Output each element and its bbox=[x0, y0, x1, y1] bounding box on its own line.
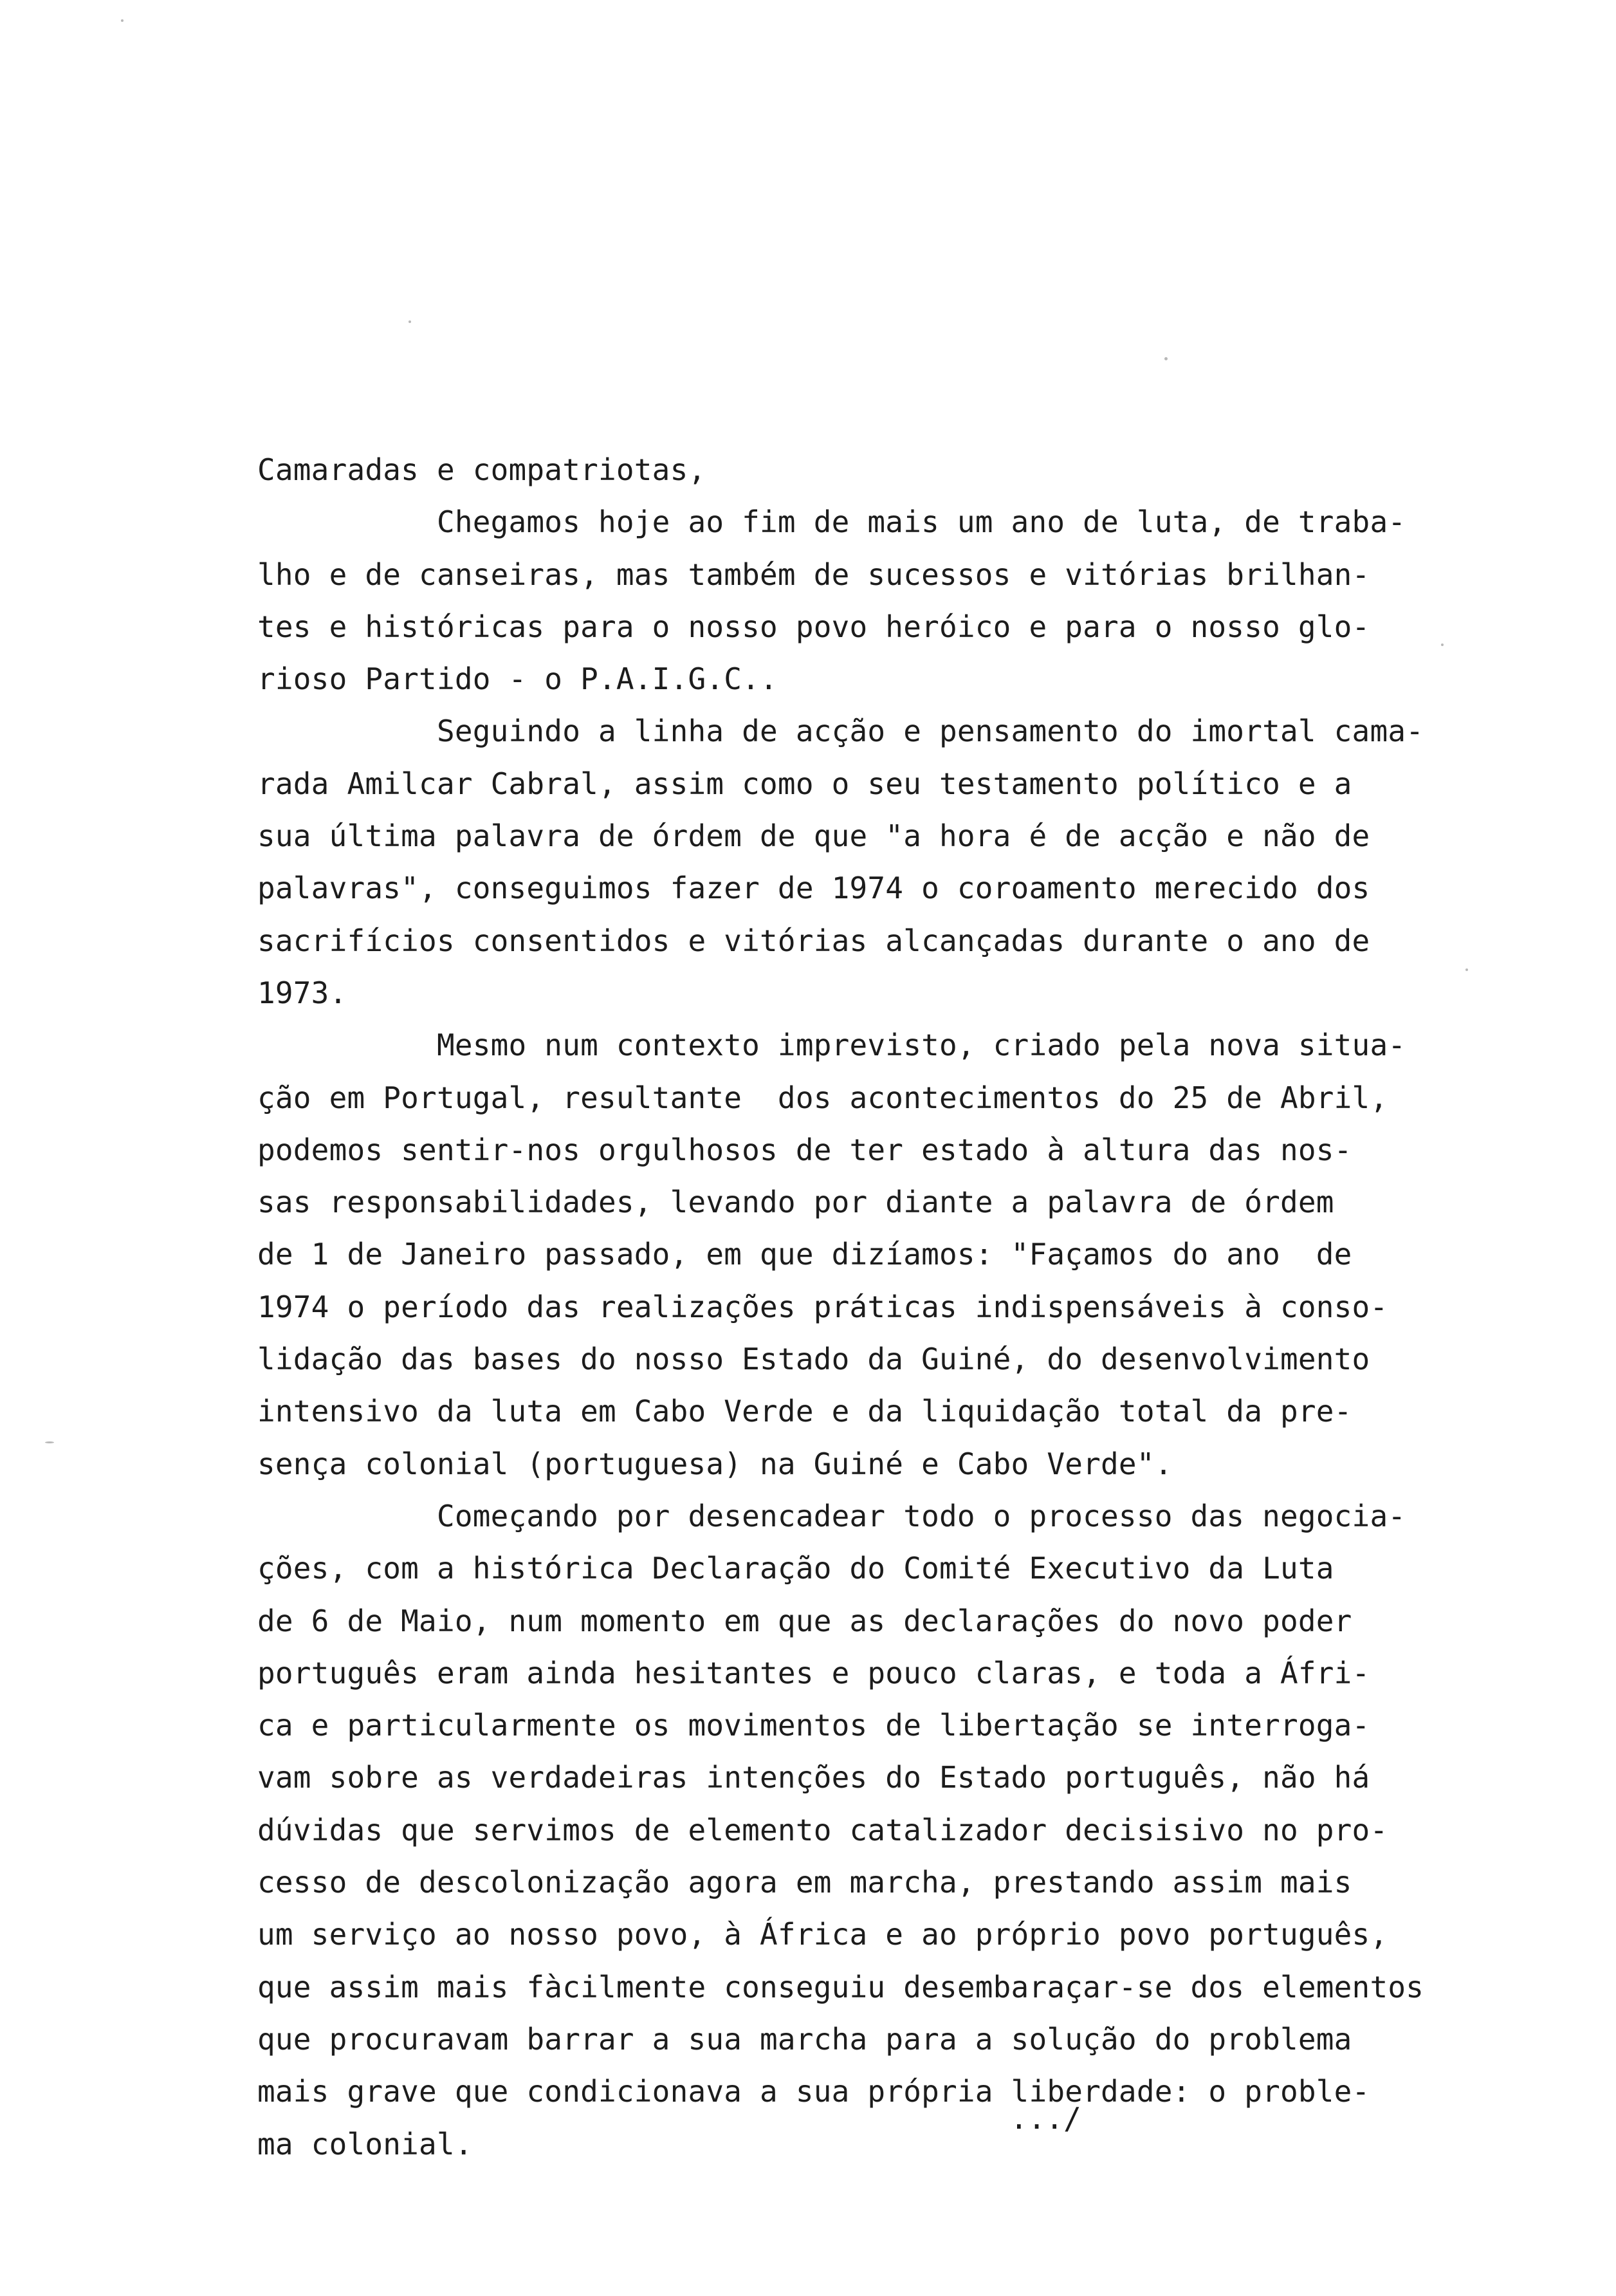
body-line: ma colonial. bbox=[257, 2126, 473, 2162]
body-line: vam sobre as verdadeiras intenções do Estado português, não há bbox=[257, 1760, 1370, 1795]
paper-speck bbox=[121, 19, 124, 22]
paper-speck bbox=[409, 320, 411, 323]
body-line: Chegamos hoje ao fim de mais um ano de luta, de traba- bbox=[257, 505, 1406, 540]
continuation-mark: .../ bbox=[1010, 2101, 1081, 2136]
body-line: Começando por desencadear todo o processo das negocia- bbox=[257, 1498, 1406, 1533]
body-line: mais grave que condicionava a sua própria liberdade: o proble- bbox=[257, 2074, 1370, 2109]
body-line: de 1 de Janeiro passado, em que dizíamos: "Façamos do ano de bbox=[257, 1237, 1352, 1272]
paper-speck bbox=[45, 1441, 54, 1443]
body-line: podemos sentir-nos orgulhosos de ter estado à altura das nos- bbox=[257, 1132, 1352, 1167]
body-line: cesso de descolonização agora em marcha, prestando assim mais bbox=[257, 1865, 1352, 1900]
body-line: tes e históricas para o nosso povo heróico e para o nosso glo- bbox=[257, 609, 1370, 644]
body-line: ca e particularmente os movimentos de libertação se interroga- bbox=[257, 1708, 1370, 1743]
body-line: Camaradas e compatriotas, bbox=[257, 452, 706, 487]
body-line: que assim mais fàcilmente conseguiu desembaraçar-se dos elementos bbox=[257, 1969, 1424, 2004]
body-line: rada Amilcar Cabral, assim como o seu testamento político e a bbox=[257, 766, 1352, 801]
body-line: português eram ainda hesitantes e pouco claras, e toda a Áfri- bbox=[257, 1655, 1370, 1690]
body-line: dúvidas que servimos de elemento catalizador decisisivo no pro- bbox=[257, 1812, 1388, 1847]
body-line: sas responsabilidades, levando por diante a palavra de órdem bbox=[257, 1185, 1334, 1220]
body-line: ção em Portugal, resultante dos acontecimentos do 25 de Abril, bbox=[257, 1080, 1388, 1115]
body-line: intensivo da luta em Cabo Verde e da liquidação total da pre- bbox=[257, 1394, 1352, 1429]
body-line: ções, com a histórica Declaração do Comité Executivo da Luta bbox=[257, 1551, 1334, 1586]
body-line: Mesmo num contexto imprevisto, criado pela nova situa- bbox=[257, 1028, 1406, 1063]
letter-body bbox=[257, 444, 1467, 2171]
body-line: um serviço ao nosso povo, à África e ao próprio povo português, bbox=[257, 1917, 1388, 1952]
body-line: rioso Partido - o P.A.I.G.C.. bbox=[257, 662, 778, 697]
body-line: Seguindo a linha de acção e pensamento do imortal cama- bbox=[257, 714, 1424, 749]
body-line: lidação das bases do nosso Estado da Guiné, do desenvolvimento bbox=[257, 1342, 1370, 1377]
body-line: lho e de canseiras, mas também de sucessos e vitórias brilhan- bbox=[257, 557, 1370, 592]
body-line: de 6 de Maio, num momento em que as declarações do novo poder bbox=[257, 1603, 1352, 1638]
body-line: 1974 o período das realizações práticas indispensáveis à conso- bbox=[257, 1289, 1388, 1324]
body-line: que procuravam barrar a sua marcha para a solução do problema bbox=[257, 2021, 1352, 2057]
body-line: sença colonial (portuguesa) na Guiné e Cabo Verde". bbox=[257, 1446, 1173, 1481]
body-line: palavras", conseguimos fazer de 1974 o coroamento merecido dos bbox=[257, 871, 1370, 906]
paper-speck bbox=[1164, 357, 1168, 360]
body-line: 1973. bbox=[257, 975, 347, 1010]
body-line: sua última palavra de órdem de que "a hora é de acção e não de bbox=[257, 819, 1370, 854]
body-line: sacrifícios consentidos e vitórias alcançadas durante o ano de bbox=[257, 923, 1370, 958]
